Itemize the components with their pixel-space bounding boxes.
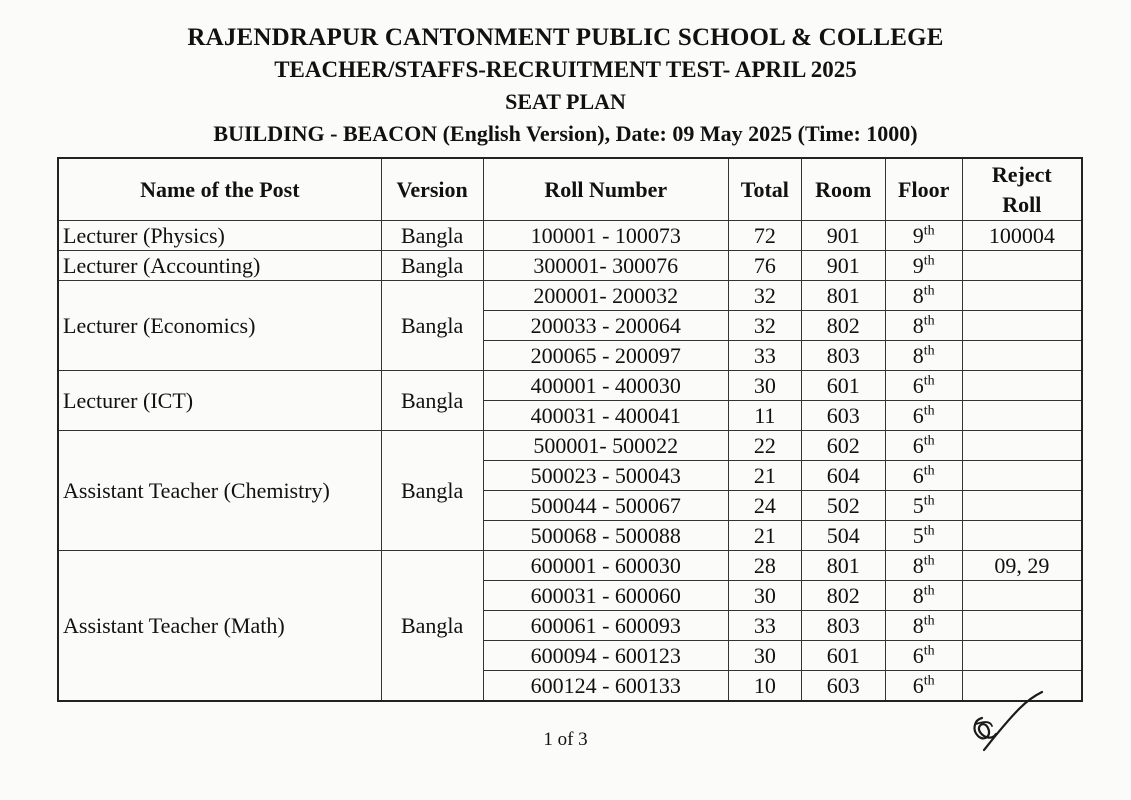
test-title: TEACHER/STAFFS-RECRUITMENT TEST- APRIL 2025 bbox=[274, 57, 857, 82]
floor-cell bbox=[885, 221, 962, 251]
floor-cell bbox=[885, 551, 962, 581]
floor-cell bbox=[885, 671, 962, 702]
floor-suffix: th bbox=[923, 403, 935, 419]
roll-number-cell: 400001 - 400030 bbox=[483, 371, 728, 401]
room-cell: 803 bbox=[801, 611, 885, 641]
document-header bbox=[0, 22, 1131, 150]
floor-suffix: th bbox=[923, 673, 935, 689]
total-cell: 30 bbox=[728, 371, 801, 401]
room-cell: 603 bbox=[801, 401, 885, 431]
floor-number: 8 bbox=[912, 552, 924, 578]
total-cell: 72 bbox=[728, 221, 801, 251]
room-cell: 901 bbox=[801, 221, 885, 251]
floor-suffix: th bbox=[923, 253, 935, 269]
floor-number: 8 bbox=[912, 342, 924, 368]
total-cell: 10 bbox=[728, 671, 801, 702]
total-cell: 30 bbox=[728, 581, 801, 611]
floor-cell bbox=[885, 251, 962, 281]
floor-suffix: th bbox=[923, 553, 935, 569]
building-date-line: BUILDING - BEACON (English Version), Date: 09 May 2025 (Time: 1000) bbox=[213, 121, 918, 146]
total-cell: 33 bbox=[728, 341, 801, 371]
table-row bbox=[58, 431, 1082, 461]
total-cell: 11 bbox=[728, 401, 801, 431]
floor-number: 6 bbox=[912, 642, 924, 668]
floor-cell bbox=[885, 641, 962, 671]
table-row bbox=[58, 371, 1082, 401]
col-header-reject-roll bbox=[962, 158, 1082, 221]
table-row bbox=[58, 281, 1082, 311]
total-cell: 32 bbox=[728, 281, 801, 311]
reject-label: Reject bbox=[991, 161, 1052, 187]
post-cell: Lecturer (Physics) bbox=[58, 221, 381, 251]
floor-cell bbox=[885, 461, 962, 491]
roll-number-cell: 600124 - 600133 bbox=[483, 671, 728, 702]
floor-number: 9 bbox=[912, 222, 924, 248]
floor-number: 8 bbox=[912, 312, 924, 338]
version-cell: Bangla bbox=[381, 431, 483, 551]
reject-roll-cell bbox=[962, 251, 1082, 281]
roll-number-cell: 500068 - 500088 bbox=[483, 521, 728, 551]
room-cell: 602 bbox=[801, 431, 885, 461]
total-cell: 24 bbox=[728, 491, 801, 521]
room-cell: 803 bbox=[801, 341, 885, 371]
reject-roll-cell bbox=[962, 401, 1082, 431]
room-cell: 802 bbox=[801, 311, 885, 341]
floor-cell bbox=[885, 341, 962, 371]
roll-number-cell: 100001 - 100073 bbox=[483, 221, 728, 251]
floor-suffix: th bbox=[923, 373, 935, 389]
reject-roll-cell bbox=[962, 341, 1082, 371]
roll-number-cell: 200001- 200032 bbox=[483, 281, 728, 311]
roll-number-cell: 600031 - 600060 bbox=[483, 581, 728, 611]
floor-number: 8 bbox=[912, 612, 924, 638]
col-header-total: Total bbox=[728, 158, 801, 221]
reject-roll-cell bbox=[962, 311, 1082, 341]
total-cell: 33 bbox=[728, 611, 801, 641]
floor-suffix: th bbox=[923, 613, 935, 629]
floor-number: 6 bbox=[912, 372, 924, 398]
plan-title: SEAT PLAN bbox=[505, 89, 626, 114]
room-cell: 603 bbox=[801, 671, 885, 702]
table-row bbox=[58, 551, 1082, 581]
floor-cell bbox=[885, 521, 962, 551]
post-cell: Lecturer (Economics) bbox=[58, 281, 381, 371]
floor-number: 8 bbox=[912, 282, 924, 308]
total-cell: 30 bbox=[728, 641, 801, 671]
floor-suffix: th bbox=[923, 463, 935, 479]
room-cell: 502 bbox=[801, 491, 885, 521]
col-header-floor: Floor bbox=[885, 158, 962, 221]
roll-number-cell: 500023 - 500043 bbox=[483, 461, 728, 491]
total-cell: 28 bbox=[728, 551, 801, 581]
floor-cell bbox=[885, 281, 962, 311]
reject-roll-cell bbox=[962, 641, 1082, 671]
reject-roll-cell bbox=[962, 611, 1082, 641]
version-cell: Bangla bbox=[381, 281, 483, 371]
floor-suffix: th bbox=[923, 493, 935, 509]
roll-number-cell: 600061 - 600093 bbox=[483, 611, 728, 641]
post-cell: Lecturer (ICT) bbox=[58, 371, 381, 431]
col-header-roll-number: Roll Number bbox=[483, 158, 728, 221]
roll-number-cell: 600001 - 600030 bbox=[483, 551, 728, 581]
total-cell: 21 bbox=[728, 461, 801, 491]
col-header-version: Version bbox=[381, 158, 483, 221]
floor-suffix: th bbox=[923, 643, 935, 659]
school-name: RAJENDRAPUR CANTONMENT PUBLIC SCHOOL & COLLEGE bbox=[187, 24, 944, 51]
floor-cell bbox=[885, 491, 962, 521]
room-cell: 802 bbox=[801, 581, 885, 611]
floor-number: 8 bbox=[912, 582, 924, 608]
roll-number-cell: 200065 - 200097 bbox=[483, 341, 728, 371]
floor-suffix: th bbox=[923, 583, 935, 599]
floor-suffix: th bbox=[923, 343, 935, 359]
floor-cell bbox=[885, 401, 962, 431]
col-header-post: Name of the Post bbox=[58, 158, 381, 221]
post-cell: Lecturer (Accounting) bbox=[58, 251, 381, 281]
floor-number: 9 bbox=[912, 252, 924, 278]
page-number: 1 of 3 bbox=[543, 729, 588, 750]
room-cell: 604 bbox=[801, 461, 885, 491]
reject-roll-cell bbox=[962, 521, 1082, 551]
roll-number-cell: 300001- 300076 bbox=[483, 251, 728, 281]
room-cell: 504 bbox=[801, 521, 885, 551]
reject-roll-cell: 100004 bbox=[962, 221, 1082, 251]
floor-cell bbox=[885, 431, 962, 461]
reject-roll-cell: 09, 29 bbox=[962, 551, 1082, 581]
reject-roll-cell bbox=[962, 581, 1082, 611]
room-cell: 601 bbox=[801, 371, 885, 401]
total-cell: 21 bbox=[728, 521, 801, 551]
room-cell: 801 bbox=[801, 281, 885, 311]
total-cell: 76 bbox=[728, 251, 801, 281]
reject-roll-cell bbox=[962, 491, 1082, 521]
table-row bbox=[58, 221, 1082, 251]
floor-number: 6 bbox=[912, 402, 924, 428]
floor-suffix: th bbox=[923, 223, 935, 239]
signature-mark bbox=[962, 690, 1052, 760]
floor-number: 6 bbox=[912, 672, 924, 698]
floor-number: 5 bbox=[912, 492, 924, 518]
seat-plan-table bbox=[57, 157, 1083, 702]
table-header-row bbox=[58, 158, 1082, 221]
floor-number: 5 bbox=[912, 522, 924, 548]
floor-suffix: th bbox=[923, 283, 935, 299]
reject-roll-cell bbox=[962, 461, 1082, 491]
reject-roll-cell bbox=[962, 371, 1082, 401]
table-row bbox=[58, 251, 1082, 281]
total-cell: 32 bbox=[728, 311, 801, 341]
roll-number-cell: 600094 - 600123 bbox=[483, 641, 728, 671]
floor-suffix: th bbox=[923, 313, 935, 329]
reject-roll-cell bbox=[962, 281, 1082, 311]
floor-cell bbox=[885, 371, 962, 401]
version-cell: Bangla bbox=[381, 371, 483, 431]
floor-number: 6 bbox=[912, 462, 924, 488]
roll-label: Roll bbox=[1002, 191, 1042, 217]
room-cell: 901 bbox=[801, 251, 885, 281]
floor-cell bbox=[885, 611, 962, 641]
roll-number-cell: 400031 - 400041 bbox=[483, 401, 728, 431]
version-cell: Bangla bbox=[381, 221, 483, 251]
floor-cell bbox=[885, 311, 962, 341]
floor-suffix: th bbox=[923, 433, 935, 449]
floor-number: 6 bbox=[912, 432, 924, 458]
version-cell: Bangla bbox=[381, 251, 483, 281]
roll-number-cell: 500001- 500022 bbox=[483, 431, 728, 461]
reject-roll-cell bbox=[962, 431, 1082, 461]
floor-suffix: th bbox=[923, 523, 935, 539]
roll-number-cell: 500044 - 500067 bbox=[483, 491, 728, 521]
room-cell: 801 bbox=[801, 551, 885, 581]
col-header-room: Room bbox=[801, 158, 885, 221]
post-cell: Assistant Teacher (Math) bbox=[58, 551, 381, 702]
post-cell: Assistant Teacher (Chemistry) bbox=[58, 431, 381, 551]
version-cell: Bangla bbox=[381, 551, 483, 702]
total-cell: 22 bbox=[728, 431, 801, 461]
table-body bbox=[58, 221, 1082, 702]
floor-cell bbox=[885, 581, 962, 611]
room-cell: 601 bbox=[801, 641, 885, 671]
roll-number-cell: 200033 - 200064 bbox=[483, 311, 728, 341]
